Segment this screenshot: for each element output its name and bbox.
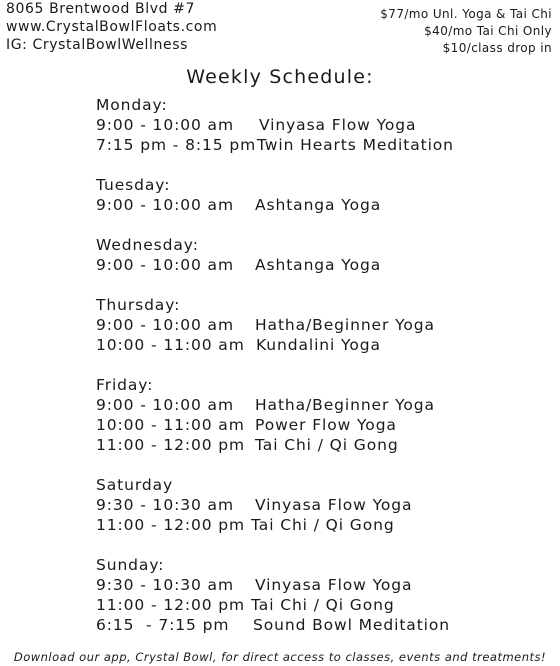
class-row bbox=[96, 335, 381, 355]
day-name: Sunday: bbox=[96, 556, 165, 574]
class-row bbox=[96, 595, 395, 615]
schedule-title: Weekly Schedule: bbox=[186, 66, 374, 88]
day-name: Wednesday: bbox=[96, 236, 199, 254]
contact-info bbox=[6, 0, 217, 54]
class-time: 9:00 - 10:00 am bbox=[96, 196, 234, 214]
day-sunday bbox=[96, 555, 450, 635]
class-time: 9:00 - 10:00 am bbox=[96, 256, 234, 274]
day-name: Thursday: bbox=[96, 296, 181, 314]
class-row bbox=[96, 515, 395, 535]
class-name: Tai Chi / Qi Gong bbox=[251, 516, 395, 534]
class-name: Vinyasa Flow Yoga bbox=[255, 576, 413, 594]
class-row bbox=[96, 495, 413, 515]
class-time: 7:15 pm - 8:15 pm bbox=[96, 136, 257, 154]
price-tai-chi: $40/mo Tai Chi Only bbox=[424, 24, 552, 38]
class-name: Ashtanga Yoga bbox=[255, 196, 382, 214]
class-row bbox=[96, 195, 382, 215]
class-row bbox=[96, 115, 417, 135]
class-name: Tai Chi / Qi Gong bbox=[251, 596, 395, 614]
day-saturday bbox=[96, 475, 413, 535]
class-row bbox=[96, 415, 397, 435]
day-tuesday bbox=[96, 175, 382, 215]
class-row bbox=[96, 315, 435, 335]
class-name: Hatha/Beginner Yoga bbox=[255, 396, 435, 414]
class-time: 6:15 - 7:15 pm bbox=[96, 616, 230, 634]
class-name: Tai Chi / Qi Gong bbox=[255, 436, 399, 454]
class-name: Vinyasa Flow Yoga bbox=[255, 496, 413, 514]
day-monday bbox=[96, 95, 454, 155]
day-name: Friday: bbox=[96, 376, 154, 394]
class-time: 10:00 - 11:00 am bbox=[96, 416, 245, 434]
class-row bbox=[96, 615, 450, 635]
class-time: 11:00 - 12:00 pm bbox=[96, 596, 246, 614]
app-promo-footer: Download our app, Crystal Bowl, for direct access to classes, events and treatments! bbox=[13, 650, 547, 664]
price-unlimited: $77/mo Unl. Yoga & Tai Chi bbox=[380, 7, 552, 21]
class-time: 11:00 - 12:00 pm bbox=[96, 516, 246, 534]
class-name: Twin Hearts Meditation bbox=[257, 136, 454, 154]
class-time: 9:00 - 10:00 am bbox=[96, 116, 234, 134]
class-row bbox=[96, 575, 413, 595]
class-name: Hatha/Beginner Yoga bbox=[255, 316, 435, 334]
address: 8065 Brentwood Blvd #7 bbox=[6, 1, 195, 17]
class-name: Sound Bowl Meditation bbox=[253, 616, 450, 634]
day-name: Monday: bbox=[96, 96, 168, 114]
class-time: 10:00 - 11:00 am bbox=[96, 336, 245, 354]
class-name: Ashtanga Yoga bbox=[255, 256, 382, 274]
day-friday bbox=[96, 375, 435, 455]
class-row bbox=[96, 395, 435, 415]
day-wednesday bbox=[96, 235, 382, 275]
class-row bbox=[96, 255, 382, 275]
price-drop-in: $10/class drop in bbox=[442, 41, 552, 55]
class-time: 9:00 - 10:00 am bbox=[96, 396, 234, 414]
class-time: 9:00 - 10:00 am bbox=[96, 316, 234, 334]
class-name: Vinyasa Flow Yoga bbox=[259, 116, 417, 134]
day-thursday bbox=[96, 295, 435, 355]
weekly-schedule bbox=[96, 95, 454, 655]
class-row bbox=[96, 135, 454, 155]
class-time: 9:30 - 10:30 am bbox=[96, 496, 234, 514]
day-name: Saturday bbox=[96, 476, 174, 494]
class-row bbox=[96, 435, 399, 455]
instagram-handle: IG: CrystalBowlWellness bbox=[6, 37, 189, 53]
class-time: 11:00 - 12:00 pm bbox=[96, 436, 246, 454]
class-name: Power Flow Yoga bbox=[255, 416, 397, 434]
day-name: Tuesday: bbox=[96, 176, 171, 194]
website: www.CrystalBowlFloats.com bbox=[6, 19, 218, 35]
class-name: Kundalini Yoga bbox=[256, 336, 381, 354]
class-time: 9:30 - 10:30 am bbox=[96, 576, 234, 594]
pricing-info bbox=[380, 6, 552, 57]
